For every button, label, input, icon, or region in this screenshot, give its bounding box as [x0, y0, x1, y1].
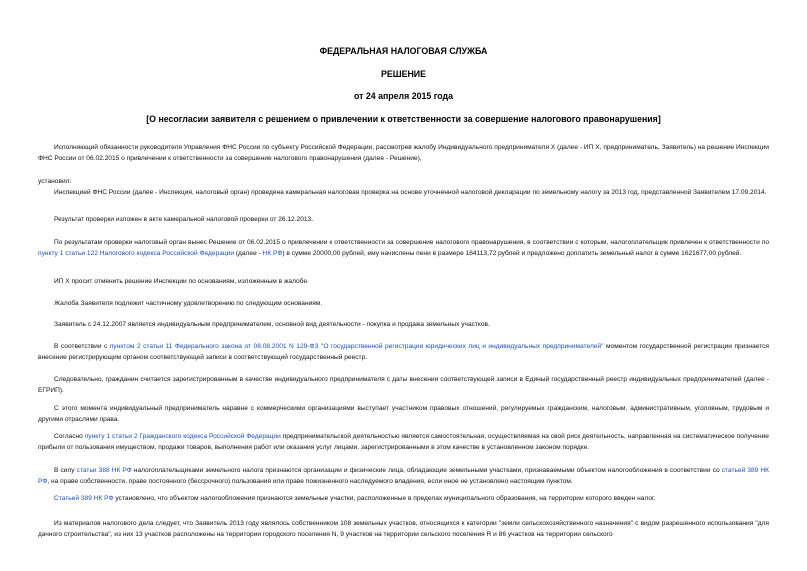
- paragraph-civil-code: [38, 432, 769, 453]
- paragraph-legal-relations: С этого момента индивидуальный предприниматель наравне с коммерческими организациями выступает участником правовых отношений, регулируемых гражданским, налоговым, административным, уголовным, трудовым и другими отраслями права.: [38, 405, 769, 423]
- paragraph-egrip: Следовательно, гражданин считается зарегистрированным в качестве индивидуального предпринимателя с даты внесения соответствующей записи в Единый государственный реестр индивидуальных предпринимателей (далее - ЕГРИП).: [38, 376, 769, 394]
- document-date: от 24 апреля 2015 года: [353, 91, 454, 101]
- link-nk-article-388[interactable]: статьи 388 НК РФ: [76, 467, 132, 474]
- document-subject: [О несогласии заявителя с решением о привлечении к ответственности за совершение налогового правонарушения]: [146, 114, 661, 124]
- link-nk-article-389-ref[interactable]: Статьей 389 НК РФ: [54, 495, 114, 502]
- link-federal-law-129[interactable]: пунктом 2 статьи 11 Федерального закона от 08.08.2001 N 129-ФЗ "О государственной регистрации юридических лиц и индивидуальных предпринимателей": [109, 343, 604, 350]
- document-type: РЕШЕНИЕ: [381, 69, 426, 79]
- link-nk-article-389[interactable]: статьей 389 НК РФ: [38, 467, 770, 485]
- agency-title: ФЕДЕРАЛЬНАЯ НАЛОГОВАЯ СЛУЖБА: [319, 46, 488, 56]
- paragraph-intro: Исполняющий обязанности руководителя Управления ФНС России по субъекту Российской Федерации, рассмотрев жалобу Индивидуального предпринимателя Х (далее - ИП Х, предприниматель, Заявитель) на решение Инспекции ФНС России от 06.02.2015 о привлечении к ответственности за совершение налогового правонарушения (далее - Решение),: [38, 144, 769, 162]
- text-run: предпринимательской деятельностью является самостоятельная, осуществляемая на свой риск деятельность, направленная на систематическое получение прибыли от пользования имуществом, продажи товаров, выполнения работ или оказания услуг лицами, зарегистрированными в этом качестве в установленном законом порядке.: [38, 433, 769, 451]
- text-run: моментом государственной регистрации признается внесение регистрирующим органом соответствующей записи в соответствующий государственный реестр.: [38, 343, 770, 361]
- text-run: Согласно: [54, 433, 85, 440]
- text-run: ) в сумме 20000,00 рублей, ему начислены пени в размере 164113,72 рублей и предложено доплатить земельный налог в сумме 1621677,00 рублей.: [282, 249, 742, 257]
- text-run: установлено, что объектом налогообложения признаются земельные участки, расположенные в пределах муниципального образования, на территории которого введен налог.: [113, 495, 656, 502]
- link-civil-code-article-2[interactable]: пункту 1 статьи 2 Гражданского кодекса Российской Федерации: [84, 433, 281, 440]
- text-run: В соответствии с: [54, 343, 110, 350]
- paragraph-audit-result: Результат проверки изложен в акте камеральной налоговой проверки от 26.12.2013.: [54, 216, 314, 223]
- link-nk-article-122[interactable]: пункту 1 статьи 122 Налогового кодекса Российской Федерации: [38, 249, 235, 257]
- paragraph-decision: [38, 238, 769, 259]
- text-run: По результатам проверки налоговый орган вынес Решение от 06.02.2015 о привлечении к ответственности за совершение налогового правонарушения, в соответствии с которым, налогоплательщик привлечен к ответственности по: [54, 239, 769, 246]
- paragraph-request: ИП Х просит отменить решение Инспекции по основаниям, изложенным в жалобе.: [54, 278, 309, 285]
- paragraph-registration-law: [38, 342, 769, 363]
- text-run: (далее -: [234, 249, 263, 257]
- paragraph-article-388: [38, 466, 769, 487]
- link-nk-rf[interactable]: НК РФ: [262, 249, 283, 257]
- paragraph-partial-satisfaction: Жалоба Заявителя подлежит частичному удовлетворению по следующим основаниям.: [54, 300, 323, 307]
- paragraph-entrepreneur: Заявитель с 24.12.2007 является индивидуальным предпринимателем, основной вид деятельности - покупка и продажа земельных участков.: [54, 321, 490, 328]
- paragraph-audit: Инспекцией ФНС России (далее - Инспекция, налоговый орган) проведена камеральная налоговая проверка на основе уточненной налоговой декларации по земельному налогу за 2013 год, представленной Заявителем 17.09.2014.: [54, 189, 767, 196]
- text-run: В силу: [54, 467, 77, 474]
- text-run: , на праве собственности, праве постоянного (бессрочного) пользования или праве пожизненного наследуемого владения, если иное не установлено настоящим пунктом.: [47, 477, 573, 485]
- text-run: налогоплательщиками земельного налога признаются организации и физические лица, обладающие земельными участками, признаваемыми объектом налогообложения в соответствии со: [131, 467, 722, 474]
- paragraph-established: установил:: [38, 178, 72, 185]
- paragraph-article-389: [38, 494, 769, 505]
- paragraph-tax-case: Из материалов налогового дела следует, что Заявитель 2013 году являлось собственником 108 земельных участков, относящихся к категории "земли сельскохозяйственного назначения" с видом разрешенного использования "для дачного строительства", из них 13 участков расположены на территории городского поселения N, 9 участков на территории сельского поселения R и 86 участков на территории сельского: [38, 520, 769, 538]
